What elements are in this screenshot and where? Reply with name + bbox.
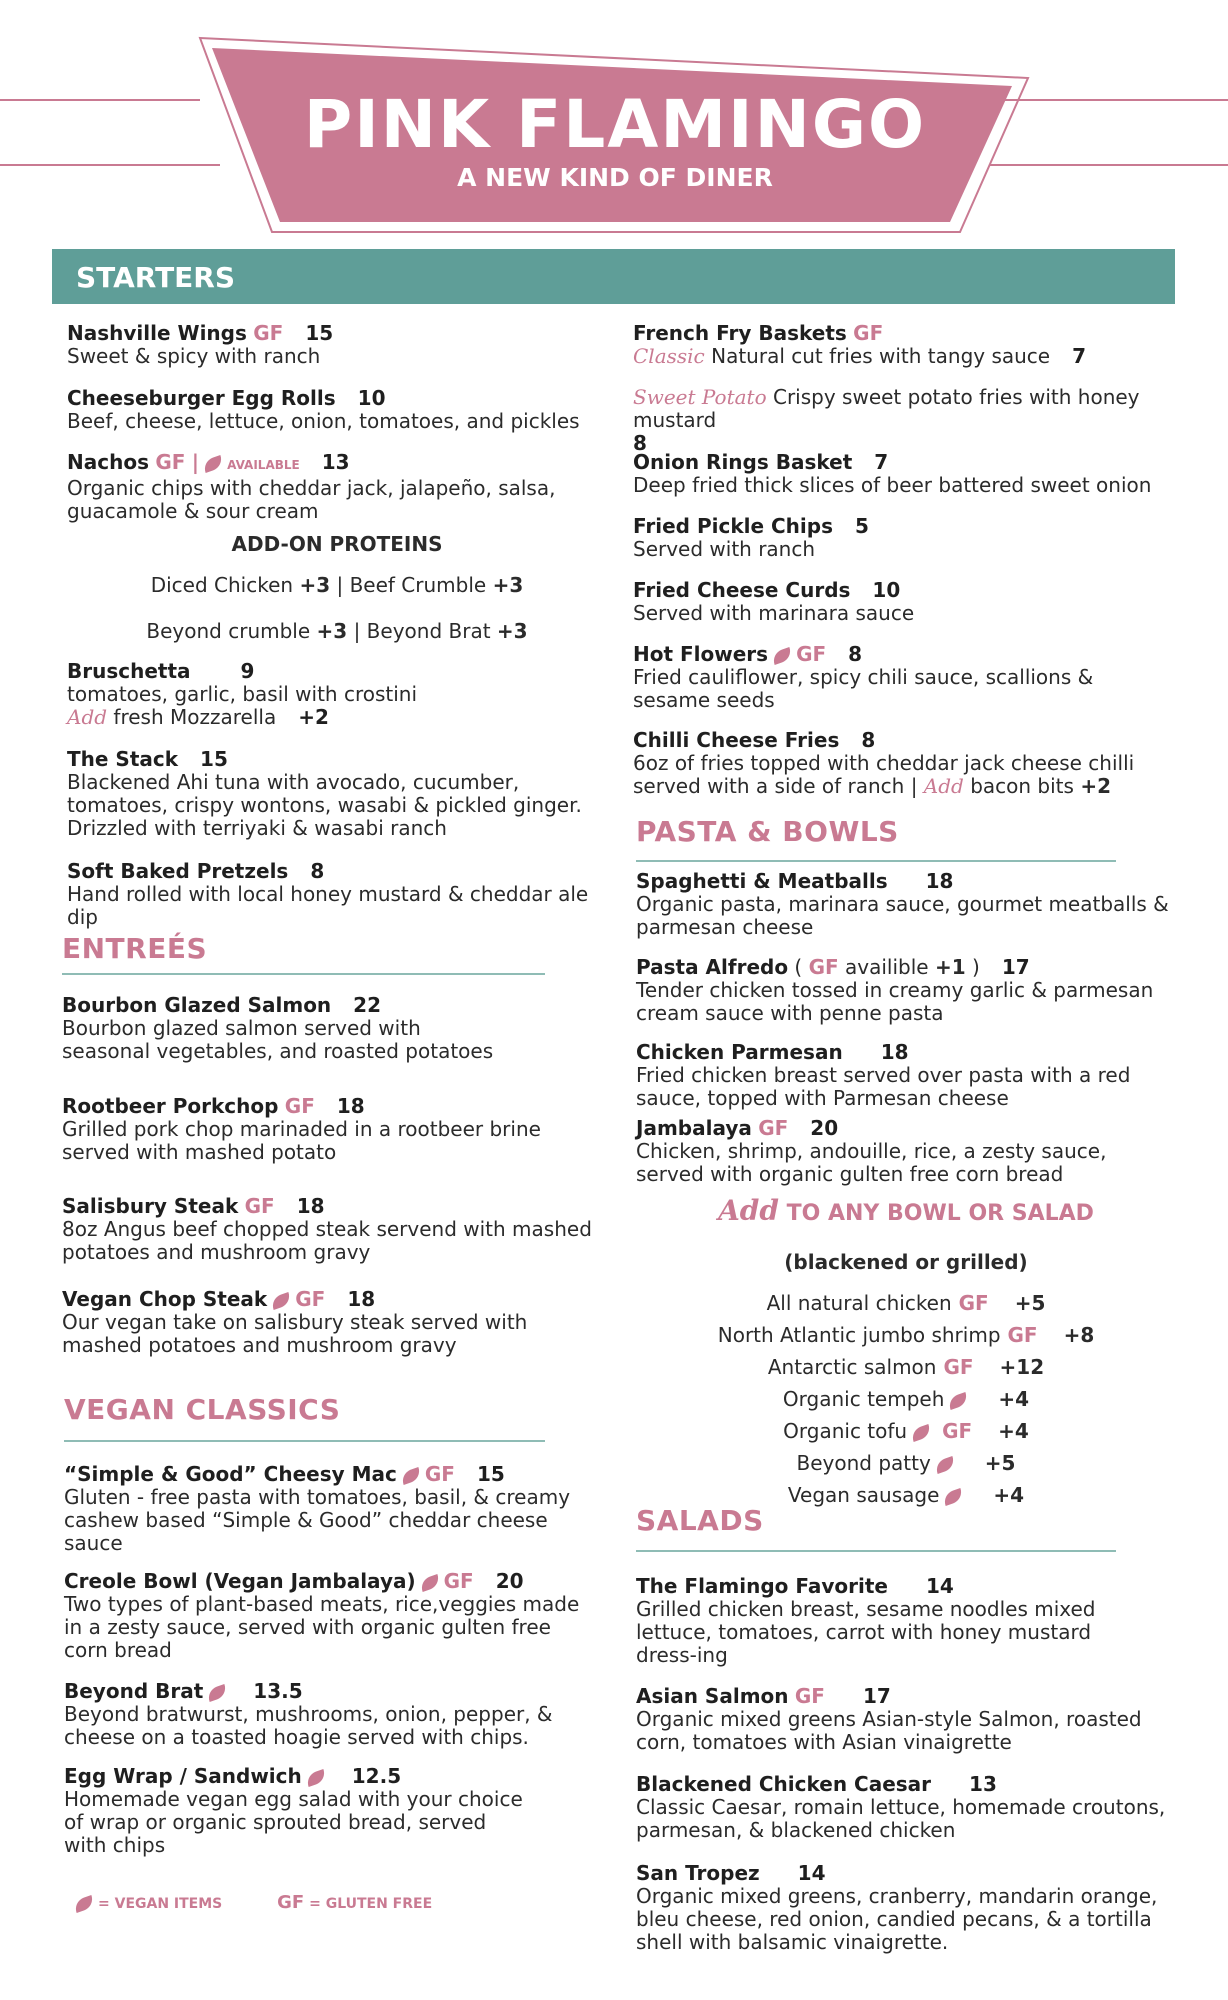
add-to-bowl-item-price: +4 — [998, 1387, 1030, 1411]
gluten-free-tag: GF — [951, 1291, 989, 1315]
gluten-free-tag: GF — [1000, 1323, 1038, 1347]
vegan-leaf-icon — [399, 1466, 422, 1484]
vegan-leaf-icon — [73, 1895, 96, 1913]
restaurant-subtitle: A NEW KIND OF DINER — [457, 163, 773, 192]
add-to-bowl-item-price: +4 — [993, 1483, 1025, 1507]
menu-item-salisbury-steak: Salisbury Steak GF 18 8oz Angus beef chopped steak servend with mashed potatoes and mushroom gravy — [62, 1194, 592, 1264]
menu-item-sweet-potato-fries: Sweet Potato Crispy sweet potato fries with honey mustard 8 — [633, 385, 1140, 455]
menu-item-beyond-brat: Beyond Brat 13.5 Beyond bratwurst, mushrooms, onion, pepper, & cheese on a toasted hoagie served with chips. — [64, 1679, 553, 1749]
menu-item-pickle-chips: Fried Pickle Chips 5 Served with ranch — [633, 514, 869, 561]
menu-item-egg-rolls: Cheeseburger Egg Rolls 10 Beef, cheese, lettuce, onion, tomatoes, and pickles — [67, 386, 580, 433]
addon-proteins-line1: Diced Chicken +3 | Beef Crumble +3 — [150, 573, 524, 597]
gluten-free-tag: GF — [936, 1355, 974, 1379]
menu-item-onion-rings: Onion Rings Basket 7 Deep fried thick slices of beer battered sweet onion — [633, 450, 1152, 497]
add-to-bowl-item-price: +5 — [984, 1451, 1016, 1475]
vegan-leaf-icon — [771, 646, 794, 664]
menu-item-chilli-cheese-fries: Chilli Cheese Fries 8 6oz of fries topped with cheddar jack cheese chilli served with a side of ranch | Add bacon bits +2 — [633, 728, 1135, 798]
legend: = VEGAN ITEMS GF = GLUTEN FREE — [70, 1892, 432, 1913]
add-to-bowl-item-price: +8 — [1063, 1323, 1095, 1347]
addon-proteins-line2: Beyond crumble +3 | Beyond Brat +3 — [146, 619, 528, 643]
menu-item-vegan-chop-steak: Vegan Chop Steak GF 18 Our vegan take on salisbury steak served with mashed potatoes and mushroom gravy — [62, 1287, 528, 1357]
vegan-leaf-icon — [206, 1683, 229, 1701]
vegan-leaf-icon — [304, 1768, 327, 1786]
vegan-leaf-icon — [933, 1455, 956, 1473]
menu-item-flamingo-favorite: The Flamingo Favorite 14 Grilled chicken breast, sesame noodles mixed lettuce, tomatoes, carrot with honey mustard dress-ing — [636, 1574, 1096, 1667]
add-to-bowl-item-price: +4 — [998, 1419, 1029, 1443]
add-to-bowl-item-name: North Atlantic jumbo shrimp — [717, 1323, 1001, 1347]
vegan-leaf-icon — [418, 1573, 441, 1591]
menu-item-nashville-wings: Nashville Wings GF 15 Sweet & spicy with ranch — [67, 321, 334, 368]
starters-heading: STARTERS — [76, 261, 236, 294]
add-to-bowl-item-name: Organic tofu — [783, 1419, 908, 1443]
menu-item-spaghetti: Spaghetti & Meatballs 18 Organic pasta, marinara sauce, gourmet meatballs & parmesan cheese — [636, 869, 1169, 939]
menu-item-french-fry-baskets: French Fry Baskets GF Classic Natural cut fries with tangy sauce 7 — [633, 321, 1087, 368]
salads-heading: SALADS — [636, 1504, 764, 1537]
menu-item-hot-flowers: Hot Flowers GF 8 Fried cauliflower, spicy chili sauce, scallions & sesame seeds — [633, 642, 1094, 712]
menu-item-nachos: Nachos GF | AVAILABLE 13 Organic chips with cheddar jack, jalapeño, salsa, guacamole & sour cream — [67, 450, 556, 523]
menu-item-cheese-curds: Fried Cheese Curds 10 Served with marinara sauce — [633, 578, 915, 625]
restaurant-title: PINK FLAMINGO — [303, 86, 927, 163]
vegan-leaf-icon — [942, 1487, 965, 1505]
add-to-bowl-item-name: Vegan sausage — [787, 1483, 940, 1507]
menu-item-rootbeer-porkchop: Rootbeer Porkchop GF 18 Grilled pork chop marinaded in a rootbeer brine served with mashed potato — [62, 1094, 541, 1164]
vegan-leaf-icon — [947, 1391, 970, 1409]
menu-item-asian-salmon: Asian Salmon GF 17 Organic mixed greens Asian-style Salmon, roasted corn, tomatoes with Asian vinaigrette — [636, 1684, 1142, 1754]
add-to-bowl-title: Add TO ANY BOWL OR SALAD — [718, 1194, 1094, 1227]
menu-item-chicken-caesar: Blackened Chicken Caesar 13 Classic Caesar, romain lettuce, homemade croutons, parmesan, & blackened chicken — [636, 1772, 1166, 1842]
vegan-leaf-icon — [202, 454, 225, 472]
menu-item-egg-wrap: Egg Wrap / Sandwich 12.5 Homemade vegan egg salad with your choice of wrap or organic sprouted bread, served with chips — [64, 1764, 523, 1857]
menu-item-pretzels: Soft Baked Pretzels 8 Hand rolled with local honey mustard & cheddar ale dip — [67, 859, 589, 929]
menu-item-the-stack: The Stack 15 Blackened Ahi tuna with avocado, cucumber, tomatoes, crispy wontons, wasabi & pickled ginger. Drizzled with terriyaki & wasabi ranch — [67, 747, 582, 840]
menu-item-chicken-parmesan: Chicken Parmesan 18 Fried chicken breast served over pasta with a red sauce, topped with Parmesan cheese — [636, 1040, 1131, 1110]
add-to-bowl-item-name: Beyond patty — [796, 1451, 931, 1475]
add-to-bowl-item-price: +12 — [999, 1355, 1045, 1379]
add-to-bowl-subtitle: (blackened or grilled) — [784, 1250, 1028, 1274]
vegan-classics-rule — [64, 1440, 545, 1442]
menu-item-cheesy-mac: “Simple & Good” Cheesy Mac GF 15 Gluten - free pasta with tomatoes, basil, & creamy cashew based “Simple & Good” cheddar cheese sauce — [64, 1462, 571, 1555]
add-to-bowl-row — [636, 1419, 1176, 1443]
vegan-classics-heading: VEGAN CLASSICS — [64, 1393, 341, 1426]
add-to-bowl-item-name: Organic tempeh — [782, 1387, 945, 1411]
menu-item-jambalaya: Jambalaya GF 20 Chicken, shrimp, andouille, rice, a zesty sauce, served with organic gulten free corn bread — [636, 1116, 1107, 1186]
pasta-bowls-rule — [636, 860, 1116, 862]
salads-rule — [636, 1550, 1116, 1552]
addon-proteins-title: ADD-ON PROTEINS — [231, 532, 443, 556]
add-to-bowl-row — [636, 1387, 1176, 1411]
menu-item-bourbon-salmon: Bourbon Glazed Salmon 22 Bourbon glazed salmon served with seasonal vegetables, and roasted potatoes — [62, 993, 494, 1063]
add-to-bowl-item-name: All natural chicken — [766, 1291, 952, 1315]
add-to-bowl-row — [636, 1291, 1176, 1315]
pasta-bowls-heading: PASTA & BOWLS — [636, 815, 899, 848]
add-to-bowl-item-price: +5 — [1014, 1291, 1046, 1315]
menu-item-pasta-alfredo: Pasta Alfredo ( GF availible +1 ) 17 Tender chicken tossed in creamy garlic & parmesan cream sauce with penne pasta — [636, 955, 1154, 1025]
add-to-bowl-row — [636, 1355, 1176, 1379]
vegan-leaf-icon — [270, 1291, 293, 1309]
starters-bar — [52, 249, 1175, 304]
vegan-leaf-icon — [910, 1423, 933, 1441]
menu-item-san-tropez: San Tropez 14 Organic mixed greens, cranberry, mandarin orange, bleu cheese, red onion, candied pecans, & a tortilla shell with balsamic vinaigrette. — [636, 1861, 1158, 1954]
add-to-bowl-item-name: Antarctic salmon — [767, 1355, 937, 1379]
add-to-bowl-row — [636, 1451, 1176, 1475]
gluten-free-tag: GF — [935, 1419, 973, 1443]
add-to-bowl-row — [636, 1323, 1176, 1347]
entrees-heading: ENTREÉS — [62, 932, 208, 965]
menu-item-bruschetta: Bruschetta 9 tomatoes, garlic, basil with crostini Add fresh Mozzarella +2 — [67, 659, 418, 729]
entrees-rule — [62, 973, 545, 975]
menu-item-creole-bowl: Creole Bowl (Vegan Jambalaya) GF 20 Two types of plant-based meats, rice,veggies made in a zesty sauce, served with organic gulten free corn bread — [64, 1569, 580, 1662]
